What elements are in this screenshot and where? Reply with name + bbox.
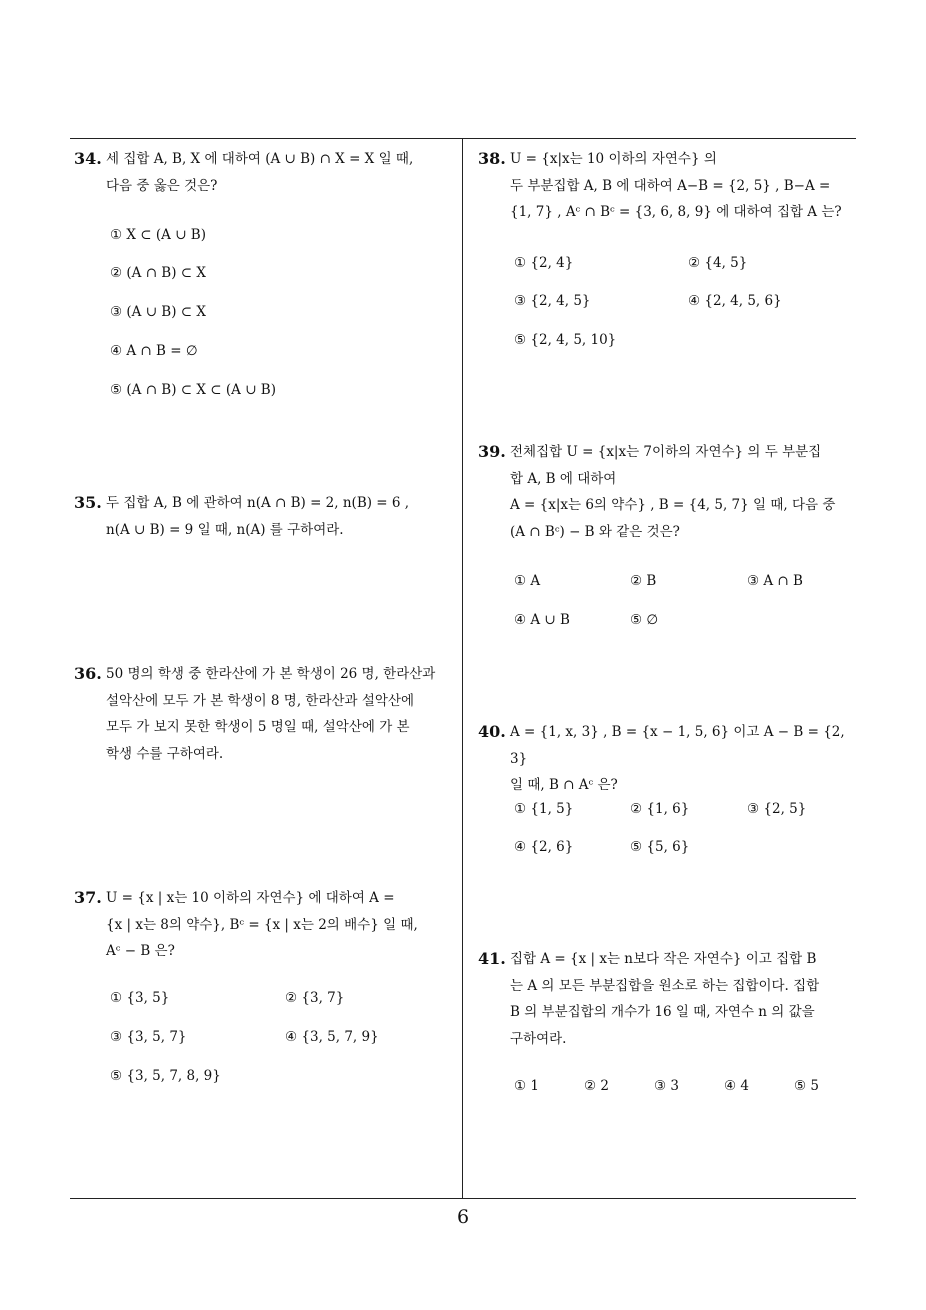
question-number: 38. [478,149,506,168]
option-1[interactable]: ① {2, 4} [514,255,574,271]
stem-line: {1, 7} , Aᶜ ∩ Bᶜ = {3, 6, 8, 9} 에 대하여 집합 A 는? [510,204,842,220]
stem-line: 세 집합 A, B, X 에 대하여 (A ∪ B) ∩ X = X 일 때, [106,151,414,167]
stem-line: n(A ∪ B) = 9 일 때, n(A) 를 구하여라. [106,521,344,538]
stem-line: U = {x | x는 10 이하의 자연수} 에 대하여 A = [106,890,395,906]
stem-line: A = {1, x, 3} , B = {x − 1, 5, 6} 이고 A − B = {2, 3} [510,724,845,767]
question-number: 40. [478,722,506,741]
stem-line: (A ∩ Bᶜ) − B 와 같은 것은? [510,523,680,540]
question-36 [74,661,458,767]
option-4[interactable]: ④ 4 [724,1078,749,1094]
stem-line: Aᶜ − B 은? [106,943,175,959]
stem-line: 두 부분집합 A, B 에 대하여 A−B = {2, 5} , B−A = [510,177,831,194]
option-1[interactable]: ① 1 [514,1078,539,1094]
stem-line: 집합 A = {x | x는 n보다 작은 자연수} 이고 집합 B [510,951,817,967]
option-4[interactable]: ④ {2, 6} [514,839,574,855]
question-40 [478,719,860,799]
question-37 [74,885,458,965]
question-stem [106,490,458,543]
option-5[interactable]: ⑤ (A ∩ B) ⊂ X ⊂ (A ∪ B) [110,382,276,398]
option-3[interactable]: ③ (A ∪ B) ⊂ X [110,304,206,320]
option-2[interactable]: ② (A ∩ B) ⊂ X [110,265,206,281]
question-stem [510,946,860,1052]
stem-line: 는 A 의 모든 부분집합을 원소로 하는 집합이다. 집합 [510,977,820,994]
question-stem [510,146,860,226]
stem-line: 50 명의 학생 중 한라산에 가 본 학생이 26 명, 한라산과 [106,666,436,682]
bottom-rule [70,1198,856,1199]
option-3[interactable]: ③ {2, 4, 5} [514,293,591,309]
option-4[interactable]: ④ A ∩ B = ∅ [110,343,198,359]
stem-line: A = {x|x는 6의 약수} , B = {4, 5, 7} 일 때, 다음 중 [510,497,836,513]
stem-line: 설악산에 모두 가 본 학생이 8 명, 한라산과 설악산에 [106,692,415,709]
option-3[interactable]: ③ A ∩ B [747,573,803,589]
option-5[interactable]: ⑤ 5 [794,1078,819,1094]
option-3[interactable]: ③ {2, 5} [747,801,807,817]
stem-line: 합 A, B 에 대하여 [510,470,617,487]
stem-line: B 의 부분집합의 개수가 16 일 때, 자연수 n 의 값을 [510,1004,815,1020]
option-1[interactable]: ① A [514,573,541,589]
question-number: 37. [74,888,102,907]
option-4[interactable]: ④ A ∪ B [514,612,570,628]
option-5[interactable]: ⑤ {2, 4, 5, 10} [514,332,617,348]
top-rule [70,138,856,139]
option-5[interactable]: ⑤ ∅ [630,612,659,628]
question-number: 34. [74,149,102,168]
column-divider [462,139,463,1198]
option-1[interactable]: ① {1, 5} [514,801,574,817]
option-2[interactable]: ② {4, 5} [688,255,748,271]
option-1[interactable]: ① {3, 5} [110,990,170,1006]
stem-line: 학생 수를 구하여라. [106,745,224,762]
stem-line: 다음 중 옳은 것은? [106,177,218,194]
question-number: 36. [74,664,102,683]
question-35 [74,490,458,543]
option-3[interactable]: ③ 3 [654,1078,679,1094]
question-34 [74,146,458,199]
option-5[interactable]: ⑤ {3, 5, 7, 8, 9} [110,1068,221,1084]
option-3[interactable]: ③ {3, 5, 7} [110,1029,187,1045]
question-stem [106,661,458,767]
option-2[interactable]: ② {3, 7} [285,990,345,1006]
option-2[interactable]: ② 2 [584,1078,609,1094]
stem-line: 모두 가 보지 못한 학생이 5 명일 때, 설악산에 가 본 [106,719,410,735]
question-stem [510,439,860,545]
stem-line: 구하여라. [510,1030,567,1047]
question-number: 39. [478,442,506,461]
option-5[interactable]: ⑤ {5, 6} [630,839,690,855]
question-38 [478,146,860,226]
question-stem [106,146,458,199]
question-number: 35. [74,493,102,512]
stem-line: 일 때, B ∩ Aᶜ 은? [510,777,618,793]
stem-line: U = {x|x는 10 이하의 자연수} 의 [510,151,717,167]
option-1[interactable]: ① X ⊂ (A ∪ B) [110,227,206,243]
stem-line: 두 집합 A, B 에 관하여 n(A ∩ B) = 2, n(B) = 6 , [106,495,410,511]
question-stem [510,719,860,799]
option-2[interactable]: ② B [630,573,657,589]
page-number: 6 [456,1206,470,1228]
option-4[interactable]: ④ {2, 4, 5, 6} [688,293,782,309]
question-stem [106,885,458,965]
stem-line: 전체집합 U = {x|x는 7이하의 자연수} 의 두 부분집 [510,444,822,460]
option-4[interactable]: ④ {3, 5, 7, 9} [285,1029,379,1045]
question-number: 41. [478,949,506,968]
question-41 [478,946,860,1052]
question-39 [478,439,860,545]
stem-line: {x | x는 8의 약수}, Bᶜ = {x | x는 2의 배수} 일 때, [106,916,418,933]
option-2[interactable]: ② {1, 6} [630,801,690,817]
